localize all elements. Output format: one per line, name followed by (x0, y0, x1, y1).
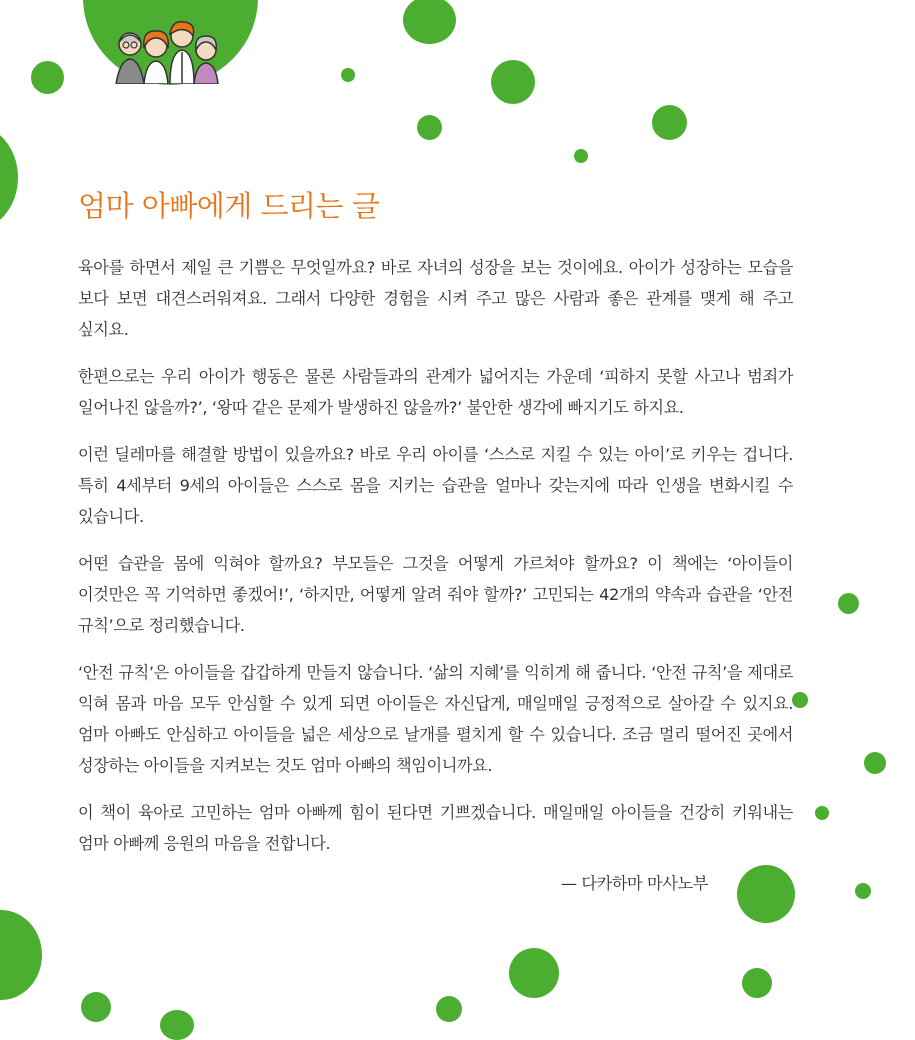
decor-dot (652, 105, 687, 140)
bottom-left-blob (0, 910, 42, 1000)
page-title: 엄마 아빠에게 드리는 글 (78, 189, 380, 223)
decor-dot (403, 0, 456, 44)
paragraph-5: ‘안전 규칙’은 아이들을 갑갑하게 만들지 않습니다. ‘삶의 지혜’를 익히게 해 줍니다. ‘안전 규칙’을 제대로 익혀 몸과 마음 모두 안심할 수 있게 되면 아이들은 자신답게, 매일매일 긍정적으로 살아갈 수 있지요. 엄마 아빠도 안심하고 아이들을 넓은 세상으로 날개를 펼치게 할 수 있습니다. 조금 멀리 떨어진 곳에서 성장하는 아이들을 지켜보는 것도 엄마 아빠의 책임이니까요. (78, 663, 793, 775)
decor-dot (31, 61, 64, 94)
decor-dot (81, 992, 111, 1022)
decor-dot (574, 149, 588, 163)
decor-dot (815, 806, 829, 820)
decor-dot (742, 968, 772, 998)
decor-dot (491, 60, 535, 104)
decor-dot (509, 948, 559, 998)
left-edge-blob (0, 125, 18, 230)
decor-dot (341, 68, 355, 82)
decor-dot (864, 752, 886, 774)
paragraph-2: 한편으로는 우리 아이가 행동은 물론 사람들과의 관계가 넓어지는 가운데 ‘피하지 못할 사고나 범죄가 일어나진 않을까?’, ‘왕따 같은 문제가 발생하진 않을까?’ 불안한 생각에 빠지기도 하지요. (78, 367, 793, 417)
decor-dot (792, 692, 808, 708)
paragraph-3: 이런 딜레마를 해결할 방법이 있을까요? 바로 우리 아이를 ‘스스로 지킬 수 있는 아이’로 키우는 겁니다. 특히 4세부터 9세의 아이들은 스스로 몸을 지키는 습관을 얼마나 갖는지에 따라 인생을 변화시킬 수 있습니다. (78, 445, 793, 526)
decor-dot (855, 883, 871, 899)
author-signature: — 다카하마 마사노부 (560, 874, 708, 893)
paragraph-1: 육아를 하면서 제일 큰 기쁨은 무엇일까요? 바로 자녀의 성장을 보는 것이에요. 아이가 성장하는 모습을 보다 보면 대견스러워져요. 그래서 다양한 경험을 시켜 주고 많은 사람과 좋은 관계를 맺게 해 주고 싶지요. (78, 258, 793, 339)
family-illustration (112, 14, 222, 84)
decor-dot (417, 115, 442, 140)
decor-dot (436, 996, 462, 1022)
decor-dot (160, 1010, 194, 1040)
paragraph-6: 이 책이 육아로 고민하는 엄마 아빠께 힘이 된다면 기쁘겠습니다. 매일매일 아이들을 건강히 키워내는 엄마 아빠께 응원의 마음을 전합니다. (78, 803, 793, 853)
decor-dot (838, 593, 859, 614)
paragraph-4: 어떤 습관을 몸에 익혀야 할까요? 부모들은 그것을 어떻게 가르쳐야 할까요? 이 책에는 ‘아이들이 이것만은 꼭 기억하면 좋겠어!’, ‘하지만, 어떻게 알려 줘야 할까?’ 고민되는 42개의 약속과 습관을 ‘안전 규칙’으로 정리했습니다. (78, 554, 793, 635)
letter-body (78, 252, 793, 875)
